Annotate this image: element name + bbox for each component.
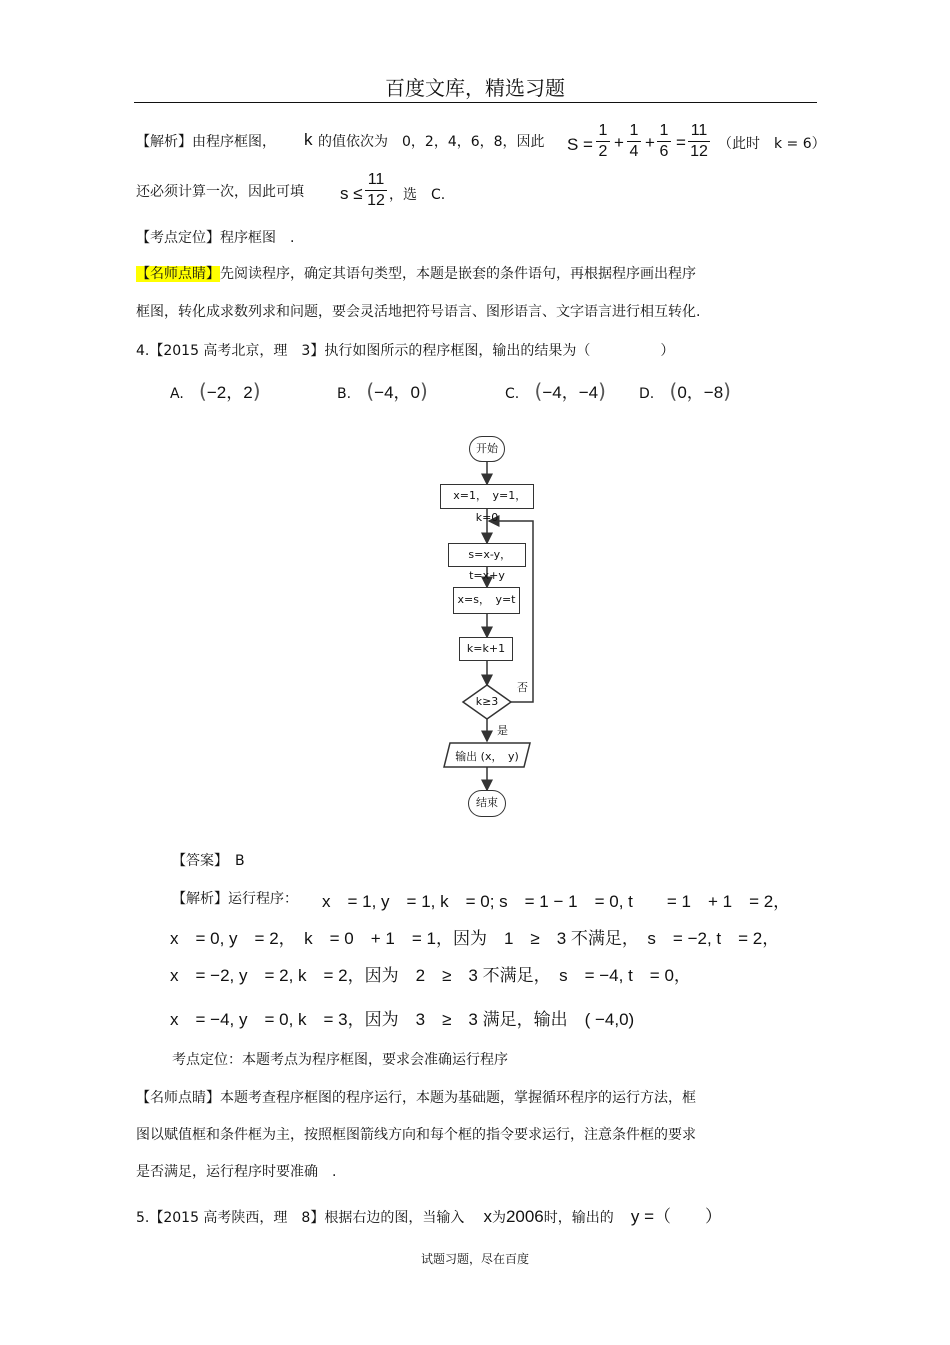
q4-step-2: x = 0, y = 2， k = 0 + 1 = 1，因为 1 ≥ 3 不满足， s = −2, t = 2， xyxy=(170,929,780,948)
q5-stem: 5.【2015 高考陕西，理 8】根据右边的图，当输入 x为2006时，输出的 y =（ ） xyxy=(136,1207,723,1226)
plus-sign: + xyxy=(645,133,655,152)
s-le: s ≤ xyxy=(340,184,363,203)
sol3-k-values: 的值依次为 0，2，4，6，8，因此 xyxy=(318,134,545,150)
flowchart-step-s-t: s=x-y， t=x+y xyxy=(448,543,526,567)
flowchart-step-x-y: x=s， y=t xyxy=(453,587,520,614)
kaodian3: 【考点定位】程序框图 . xyxy=(136,230,295,246)
q4-stem: 4.【2015 高考北京，理 3】执行如图所示的程序框图，输出的结果为（ ） xyxy=(136,343,675,359)
flowchart-output: 输出 (x， y) xyxy=(455,750,519,763)
sol3-k: k xyxy=(304,130,313,149)
flowchart-start: 开始 xyxy=(469,436,505,462)
flowchart-init: x=1， y=1， k=0 xyxy=(440,484,534,509)
q4-option-c: C. (−4，−4) xyxy=(505,379,606,403)
fraction-11-12-b: 11 12 xyxy=(365,171,387,210)
fraction-1-2: 1 2 xyxy=(596,122,610,161)
q4-kaodian: 考点定位：本题考点为程序框图，要求会准确运行程序 xyxy=(172,1052,508,1068)
equals-sign: = xyxy=(676,133,686,152)
q4-answer: 【答案】 B xyxy=(172,853,245,869)
flowchart-yes-label: 是 xyxy=(497,724,508,737)
mingshi4-line3: 是否满足，运行程序时要准确 . xyxy=(136,1164,337,1180)
sol3-line1-label: 【解析】由程序框图， xyxy=(136,134,276,150)
mingshi3-line2: 框图，转化成求数列求和问题，要会灵活地把符号语言、图形语言、文字语言进行相互转化. xyxy=(136,304,701,320)
plus-sign: + xyxy=(614,133,624,152)
sol3-note: （此时 k = 6） xyxy=(718,136,826,152)
mingshi4-line2: 图以赋值框和条件框为主，按照框图箭线方向和每个框的指令要求运行，注意条件框的要求 xyxy=(136,1127,696,1143)
page-header-title: 百度文库，精选习题 xyxy=(385,76,565,100)
flowchart-condition: k≥3 xyxy=(475,695,499,708)
q4-step-4: x = −4, y = 0, k = 3，因为 3 ≥ 3 满足，输出 ( −4,0) xyxy=(170,1010,635,1029)
flowchart-step-k: k=k+1 xyxy=(459,637,513,661)
q4-step-1: x = 1, y = 1, k = 0; s = 1 − 1 = 0, t = 1 + 1 = 2， xyxy=(322,892,791,911)
q4-analysis-label: 【解析】运行程序： xyxy=(172,891,298,907)
fraction-11-12: 11 12 xyxy=(688,122,710,161)
q4-option-b: B. (−4，0) xyxy=(337,379,428,403)
q4-option-a: A. (−2，2) xyxy=(170,379,261,403)
page-footer: 试题习题，尽在百度 xyxy=(420,1252,529,1266)
q4-step-3: x = −2, y = 2, k = 2，因为 2 ≥ 3 不满足， s = −4, t = 0， xyxy=(170,966,691,985)
fraction-1-4: 1 4 xyxy=(627,122,641,161)
q4-option-d: D. (0，−8) xyxy=(639,379,731,403)
fraction-1-6: 1 6 xyxy=(657,122,671,161)
mingshi3-line1: 【名师点睛】先阅读程序，确定其语句类型，本题是嵌套的条件语句，再根据程序画出程序 xyxy=(136,266,696,282)
mingshi3-tag: 【名师点睛】 xyxy=(136,266,220,282)
sol3-line2: 还必须计算一次，因此可填 xyxy=(136,184,304,200)
flowchart-end: 结束 xyxy=(468,790,506,817)
sol3-S-eq: S = xyxy=(567,135,593,154)
sol3-choose: ，选 C. xyxy=(389,187,446,203)
mingshi4-line1: 【名师点睛】本题考查程序框图的程序运行，本题为基础题，掌握循环程序的运行方法，框 xyxy=(136,1090,696,1106)
flowchart-no-label: 否 xyxy=(517,681,528,694)
